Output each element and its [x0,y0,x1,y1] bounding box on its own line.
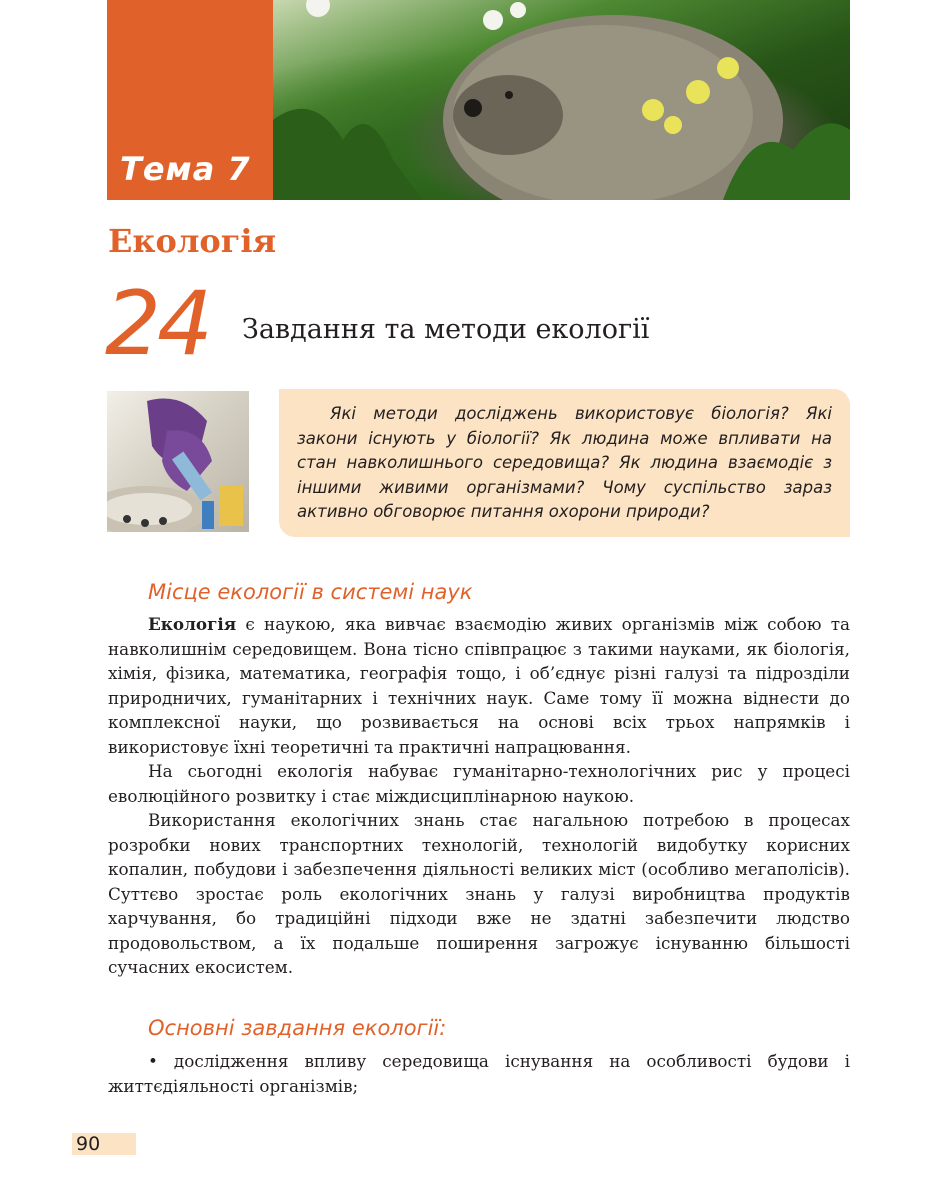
body-paragraph: Використання екологічних знань стає нагальною потребою в процесах розробки нових транспортних технологій, технологій видобутку корисних копалин, побудови і забезпечення діяльності великих міст (особливо мегаполісів). Суттєво зростає роль екологічних знань у галузі виробництва продуктів харчування, бо традиційні підходи вже не здатні забезпечити людство продовольством, а їх подальше поширення загрожує існуванню більшості сучасних екосистем. [108,810,850,977]
hedgehog-photo [273,0,850,200]
body-paragraph: На сьогодні екологія набуває гуманітарно-технологічних рис у процесі еволюційного розвитку і стає міждисциплінарною наукою. [108,761,850,806]
lab-photo [107,391,249,532]
list-item: • дослідження впливу середовища існування на особливості будови і життєдіяльності організмів; [108,1051,850,1096]
question-text: Які методи досліджень використовує біологія? Які закони існують у біології? Як людина може впливати на стан навколишнього середовища? Як людина взаємодіє з іншими живими організмами? Чому суспільство зараз активно обговорює питання охорони природи? [297,404,832,521]
section-body-main-tasks [108,1049,850,1098]
body-paragraph [108,612,850,759]
topic-label: Тема 7 [120,150,251,188]
question-box [279,389,850,537]
term-ecology: Екологія [148,614,237,634]
section-heading-main-tasks: Основні завдання екології: [148,1016,447,1040]
page-number: 90 [76,1133,101,1155]
body-paragraph-text: є наукою, яка вивчає взаємодію живих організмів між собою та навколишнім середовищем. Вона тісно співпрацює з такими науками, як біологія, хімія, фізика, математика, географія тощо, і об’єднує різні галузі та підрозділи природничих, гуманітарних і технічних наук. Саме тому її можна віднести до комплексної науки, що розвивається на основі всіх трьох напрямків і використовує їхні теоретичні та практичні напрацювання. [108,614,850,757]
paragraph-number: 24 [105,272,209,375]
topic-title: Екологія [108,222,277,260]
paragraph-title: Завдання та методи екології [242,314,650,345]
section-body-place-of-ecology [108,612,850,980]
section-heading-place-of-ecology: Місце екології в системі наук [148,580,473,604]
